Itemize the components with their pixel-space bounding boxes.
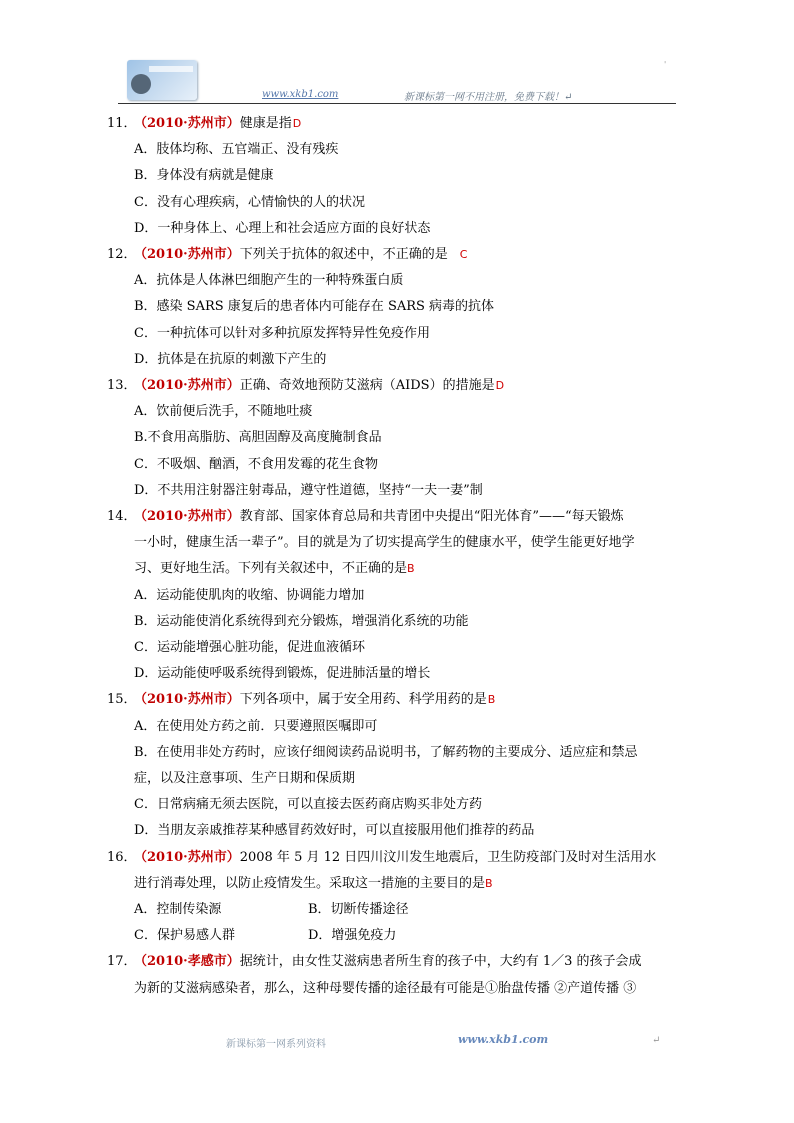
answer-key: B [407, 562, 415, 576]
option-a: A．在使用处方药之前．只要遵照医嘱即可 [134, 718, 378, 734]
header-url-link[interactable]: www.xkb1.com [262, 89, 339, 100]
question-number: 14． [107, 509, 137, 524]
option-a: A．肢体均称、五官端正、没有残疾 [134, 142, 339, 158]
question-stem-line [134, 247, 467, 263]
question-stem-line [134, 378, 504, 394]
question-stem-line [134, 954, 642, 970]
question-stem-text: 2008 年 5 月 12 日四川汶川发生地震后，卫生防疫部门及时对生活用水 [239, 849, 657, 865]
footer-return-mark: ↵ [652, 1035, 661, 1046]
option-b: B．运动能使消化系统得到充分锻炼，增强消化系统的功能 [134, 613, 469, 629]
answer-key: B [485, 876, 493, 890]
header-divider [118, 103, 676, 104]
option-a: A．饮前便后洗手，不随地吐痰 [134, 404, 313, 420]
question-source: （2010·苏州市） [134, 509, 240, 524]
question-stem-line [134, 692, 495, 708]
question-stem-line [134, 116, 301, 132]
option-d: D．抗体是在抗原的刺激下产生的 [134, 351, 327, 367]
logo-stripe [149, 66, 193, 72]
question-stem-line [134, 876, 493, 892]
logo-mark-icon [131, 74, 151, 94]
site-logo [127, 60, 197, 100]
question-stem-text: 教育部、国家体育总局和共青团中央提出“阳光体育”——“每天锻炼 [239, 509, 624, 524]
option-a: A．控制传染源 [134, 902, 222, 917]
question-source: （2010·孝感市） [134, 954, 240, 970]
option-d: D．运动能使呼吸系统得到锻炼，促进肺活量的增长 [134, 666, 431, 682]
footer-url-link[interactable]: www.xkb1.com [458, 1033, 549, 1046]
option-b: B．切断传播途径 [308, 902, 409, 917]
question-number: 17． [107, 954, 137, 970]
option-c: C．没有心理疾病，心情愉快的人的状况 [134, 194, 365, 210]
question-stem-text: 为新的艾滋病感染者，那么，这种母婴传播的途径最有可能是①胎盘传播 ②产道传播 ③ [134, 980, 637, 996]
option-c: C．日常病痛无须去医院，可以直接去医药商店购买非处方药 [134, 797, 482, 813]
question-stem-line [134, 509, 624, 525]
question-stem-text: 进行消毒处理，以防止疫情发生。采取这一措施的主要目的是 [134, 875, 486, 891]
question-number: 15． [107, 692, 137, 708]
option-c: C．不吸烟、酗酒，不食用发霉的花生食物 [134, 456, 378, 472]
answer-key: C [459, 248, 468, 261]
option-d: D．一种身体上、心理上和社会适应方面的良好状态 [134, 220, 431, 236]
question-stem-line [134, 850, 656, 866]
question-stem-text: 正确、奇效地预防艾滋病（AIDS）的措施是 [239, 378, 495, 393]
question-stem-line [134, 535, 635, 551]
answer-key: B [487, 693, 496, 707]
question-stem-text: 下列关于抗体的叙述中，不正确的是 [239, 247, 448, 262]
option-a: A．抗体是人体淋巴细胞产生的一种特殊蛋白质 [134, 273, 404, 289]
question-source: （2010·苏州市） [134, 116, 240, 131]
header-slogan [404, 88, 572, 103]
question-stem-text: 下列各项中，属于安全用药、科学用药的是 [239, 692, 487, 708]
question-stem-text: 习、更好地生活。下列有关叙述中，不正确的是 [134, 561, 408, 577]
option-b: B．身体没有病就是健康 [134, 168, 274, 184]
return-mark: ↵ [564, 92, 573, 103]
answer-key: D [495, 379, 505, 392]
option-continuation: 症，以及注意事项、生产日期和保质期 [134, 771, 356, 786]
option-b: B．感染 SARS 康复后的患者体内可能存在 SARS 病毒的抗体 [134, 299, 495, 315]
question-number: 11． [107, 116, 137, 131]
question-stem-line [134, 561, 415, 577]
option-c: C．保护易感人群 [134, 928, 235, 944]
option-b: B．在使用非处方药时，应该仔细阅读药品说明书，了解药物的主要成分、适应症和禁忌 [134, 744, 638, 760]
option-d: D．当朋友亲戚推荐某种感冒药效好时，可以直接服用他们推荐的药品 [134, 823, 535, 839]
question-stem-line [134, 981, 636, 997]
question-stem-text: 据统计，由女性艾滋病患者所生育的孩子中，大约有 1／3 的孩子会成 [239, 954, 642, 970]
option-c: C．一种抗体可以针对多种抗原发挥特异性免疫作用 [134, 325, 430, 341]
option-c: C．运动能增强心脏功能，促进血液循环 [134, 640, 365, 655]
option-a: A．运动能使肌肉的收缩、协调能力增加 [134, 587, 365, 603]
question-stem-text: 健康是指 [239, 116, 292, 131]
question-number: 16． [107, 849, 137, 865]
option-b: B.不食用高脂肪、高胆固醇及高度腌制食品 [134, 430, 382, 446]
question-source: （2010·苏州市） [134, 247, 240, 262]
question-source: （2010·苏州市） [134, 692, 240, 708]
question-source: （2010·苏州市） [134, 849, 240, 865]
question-source: （2010·苏州市） [134, 378, 240, 393]
header-slogan-text: 新课标第一网不用注册，免费下载！ [404, 92, 564, 103]
option-d: D．增强免疫力 [308, 928, 397, 944]
question-number: 13． [107, 378, 137, 393]
footer-text: 新课标第一网系列资料 [226, 1039, 326, 1050]
question-stem-text: 一小时，健康生活一辈子”。目的就是为了切实提高学生的健康水平，使学生能更好地学 [134, 535, 635, 551]
corner-mark: ' [664, 60, 667, 69]
option-d: D．不共用注射器注射毒品，遵守性道德，坚持“一夫一妻”制 [134, 482, 483, 498]
answer-key: D [292, 117, 302, 130]
question-number: 12． [107, 247, 137, 262]
